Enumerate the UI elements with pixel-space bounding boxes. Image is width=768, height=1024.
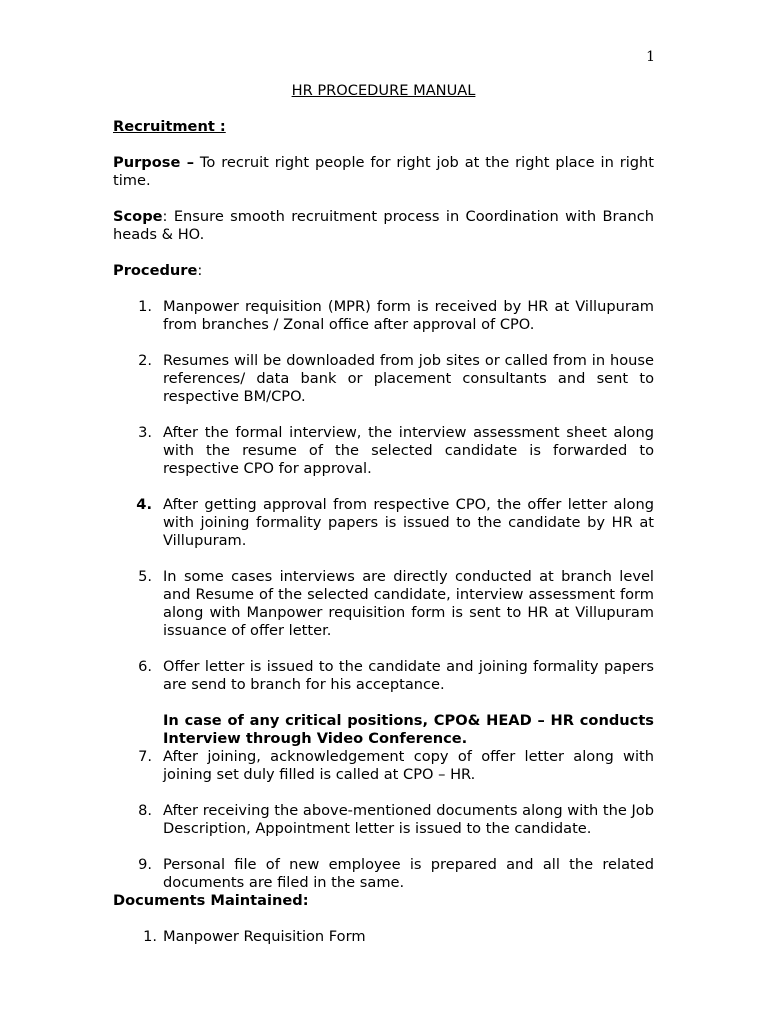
list-item	[113, 928, 654, 946]
scope-text: : Ensure smooth recruitment process in Coordination with Branch heads & HO.	[113, 208, 654, 243]
list-item-text: After receiving the above-mentioned documents along with the Job Description, Appointment letter is issued to the candidate.	[163, 802, 654, 837]
list-item	[113, 424, 654, 478]
list-item-text: After joining, acknowledgement copy of offer letter along with joining set duly filled is called at CPO – HR.	[163, 748, 654, 783]
procedure-heading	[113, 262, 654, 280]
document-body	[113, 82, 654, 946]
list-item-number: 1.	[138, 298, 152, 315]
purpose-label: Purpose –	[113, 154, 194, 171]
list-item-text: Personal file of new employee is prepared and all the related documents are filed in the same.	[163, 856, 654, 891]
purpose-paragraph	[113, 154, 654, 190]
list-item-number: 9.	[138, 856, 152, 873]
page-number: 1	[646, 49, 655, 65]
list-item-text: After the formal interview, the interview assessment sheet along with the resume of the selected candidate is forwarded to respective CPO for approval.	[163, 424, 654, 477]
purpose-text: To recruit right people for right job at the right place in right time.	[113, 154, 655, 189]
list-item-text: Offer letter is issued to the candidate and joining formality papers are send to branch for his acceptance.	[163, 658, 654, 693]
list-item-number: 4.	[136, 496, 152, 513]
list-item-number: 7.	[138, 748, 152, 765]
scope-label: Scope	[113, 208, 163, 225]
list-item-text: In some cases interviews are directly conducted at branch level and Resume of the selected candidate, interview assessment form along with Manpower requisition form is sent to HR at Villupuram issuance of offer letter.	[163, 568, 654, 639]
documents-heading: Documents Maintained:	[113, 892, 309, 909]
list-item	[113, 568, 654, 640]
list-item	[113, 802, 654, 838]
list-item-text: Resumes will be downloaded from job sites or called from in house references/ data bank or placement consultants and sent to respective BM/CPO.	[163, 352, 654, 405]
list-item	[113, 352, 654, 406]
list-item-number: 3.	[138, 424, 152, 441]
procedure-label: Procedure	[113, 262, 198, 279]
list-item	[113, 856, 654, 892]
list-item	[113, 748, 654, 784]
scope-paragraph	[113, 208, 654, 244]
list-item-number: 1.	[143, 928, 157, 945]
procedure-list	[113, 298, 654, 892]
list-item-text: Manpower Requisition Form	[163, 928, 366, 945]
list-item	[113, 298, 654, 334]
list-item-text: After getting approval from respective CPO, the offer letter along with joining formality papers is issued to the candidate by HR at Villupuram.	[163, 496, 654, 549]
critical-positions-note: In case of any critical positions, CPO& HEAD – HR conducts Interview through Video Conference.	[163, 712, 654, 747]
list-item-number: 8.	[138, 802, 152, 819]
document-title: HR PROCEDURE MANUAL	[291, 82, 476, 99]
list-item-number: 5.	[138, 568, 152, 585]
list-item	[113, 658, 654, 694]
section-heading-recruitment: Recruitment :	[113, 118, 226, 135]
list-item	[113, 496, 654, 550]
list-item-number: 2.	[138, 352, 152, 369]
procedure-suffix: :	[197, 262, 203, 279]
list-item-text: Manpower requisition (MPR) form is received by HR at Villupuram from branches / Zonal office after approval of CPO.	[163, 298, 654, 333]
list-item-number: 6.	[138, 658, 152, 675]
